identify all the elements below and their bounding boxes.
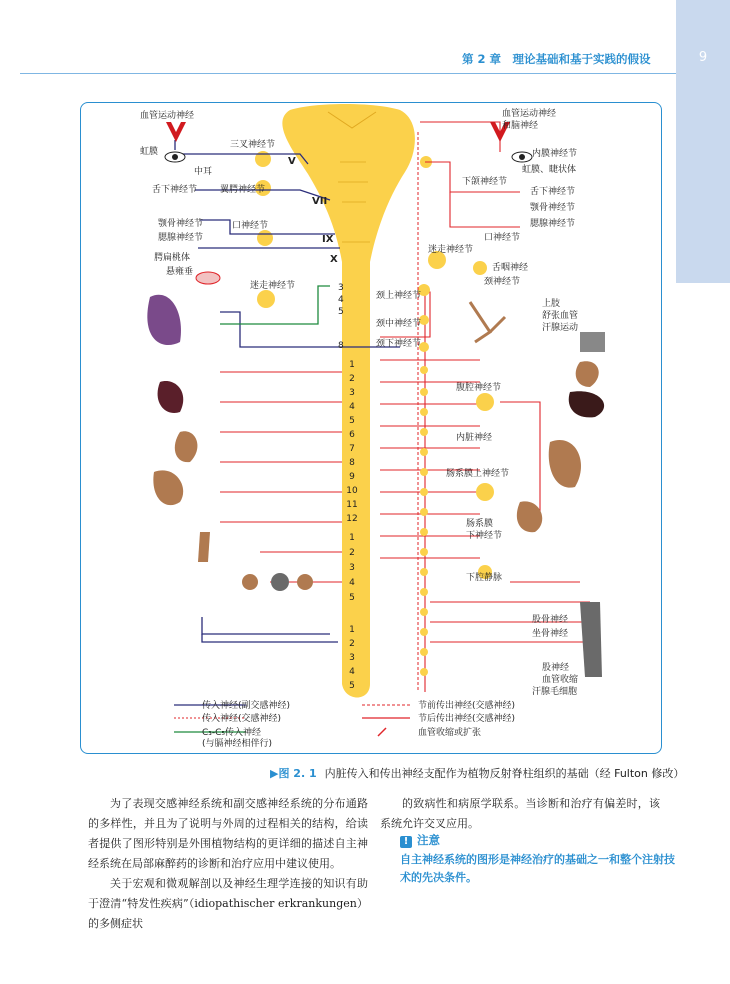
caption-label: ▶图 2. 1 (270, 767, 317, 780)
sympathetic-chain (418, 284, 494, 676)
legend-c3c5-1: C₃-C₅传入神经 (202, 728, 262, 738)
label-mandibular-ganglion: 下颌神经节 (462, 177, 508, 187)
label-lower-cervical: 颈下神经节 (376, 339, 422, 349)
segment-label: 4 (349, 667, 355, 677)
legend (174, 699, 515, 749)
label-upper-limb-1: 上肢 (542, 299, 561, 309)
segment-label: 8 (338, 341, 344, 351)
legend-afferent-symp: 传入神经(交感神经) (202, 714, 282, 724)
legend-afferent-para: 传入神经(副交感神经) (202, 701, 291, 711)
label-submandibular-r: 颚骨神经节 (530, 203, 576, 213)
segment-label: 5 (338, 307, 344, 317)
label-upper-limb-2: 舒张血管 (542, 311, 579, 321)
label-inf-mesenteric-2: 下神经节 (466, 531, 503, 541)
label-sub-3: 汗腺毛细胞 (532, 687, 578, 697)
cn-label: IX (322, 234, 334, 245)
segment-label: 8 (349, 458, 355, 468)
paragraph: 关于宏观和微观解剖以及神经生理学连接的知识有助于澄清“特发性疾病”（idiopathischer erkrankungen）的多侧症状 (88, 877, 368, 930)
spinal-cord (282, 104, 415, 698)
segment-label: 1 (349, 625, 355, 635)
label-upper-limb-3: 汗腺运动 (542, 323, 579, 333)
segment-label: 3 (338, 283, 344, 293)
label-parotid-r: 腮腺神经节 (530, 219, 576, 229)
segment-label: 1 (349, 360, 355, 370)
label-iris: 虹膜 (140, 147, 159, 157)
paragraph: 为了表现交感神经系统和副交感神经系统的分布通路的多样性，并且为了说明与外周的过程相关的结构，给读者提供了图形特别是外围植物结构的更详细的描述自主神经系统在局部麻醉药的诊断和治疗应用中建议使用。 (88, 797, 368, 870)
label-vascular-motor: 血管运动神经 (140, 111, 195, 121)
segment-label: 10 (346, 486, 358, 496)
warning-icon: ! (400, 836, 412, 848)
label-tonsil: 腭扁桃体 (154, 253, 191, 263)
sacral-segment-labels (349, 625, 355, 691)
segment-label: 9 (349, 472, 355, 482)
cn-label: X (330, 254, 338, 265)
segment-label: 6 (349, 430, 355, 440)
page-number: 9 (698, 50, 708, 65)
note-text: 自主神经系统的图形是神经治疗的基础之一和整个注射技术的先决条件。 (400, 853, 675, 884)
label-parotid: 腮腺神经节 (158, 233, 204, 243)
segment-label: 5 (349, 593, 355, 603)
label-uvula: 悬雍垂 (166, 267, 194, 277)
label-trigeminal-ganglion: 三叉神经节 (230, 140, 276, 150)
label-jugular: 颈神经节 (484, 277, 521, 287)
label-inf-mesenteric-1: 肠系膜 (466, 519, 494, 529)
segment-label: 3 (349, 563, 355, 573)
segment-label: 5 (349, 681, 355, 691)
segment-label: 4 (349, 578, 355, 588)
label-sub-2: 血管收缩 (542, 675, 579, 685)
cn-label: V (288, 156, 296, 167)
legend-preganglionic: 节前传出神经(交感神经) (418, 701, 516, 711)
segment-label: 12 (346, 514, 358, 524)
label-femoral: 股骨神经 (532, 615, 569, 625)
page-tab (676, 0, 730, 283)
label-pterygopalatine: 翼腭神经节 (220, 185, 266, 195)
segment-label: 4 (349, 402, 355, 412)
segment-label: 3 (349, 653, 355, 663)
label-celiac: 腹腔神经节 (456, 383, 502, 393)
label-ivc: 下腔静脉 (466, 573, 503, 583)
label-vagus-ganglion: 迷走神经节 (250, 281, 296, 291)
label-sup-mesenteric: 肠系膜上神经节 (446, 469, 510, 479)
label-splanchnic: 内脏神经 (456, 433, 493, 443)
note-heading (400, 832, 440, 848)
figure-caption (270, 765, 684, 781)
legend-postganglionic: 节后传出神经(交感神经) (418, 714, 516, 724)
header-rule (20, 73, 676, 74)
segment-label: 2 (349, 639, 355, 649)
segment-label: 2 (349, 374, 355, 384)
label-otic-r: 口神经节 (484, 233, 521, 243)
label-ciliary-ganglion: 内膜神经节 (532, 149, 578, 159)
label-submandibular: 颚骨神经节 (158, 219, 204, 229)
note-title: 注意 (417, 833, 440, 847)
label-middle-cervical: 颈中神经节 (376, 319, 422, 329)
segment-label: 5 (349, 416, 355, 426)
label-iris-ciliary: 虹膜、睫状体 (522, 165, 577, 175)
segment-label: 1 (349, 533, 355, 543)
paragraph: 的致病性和病原学联系。当诊断和治疗有偏差时，该系统允许交叉应用。 (380, 797, 660, 830)
label-otic-ganglion: 口神经节 (232, 221, 269, 231)
label-sublingual-r: 舌下神经节 (530, 187, 576, 197)
chapter-title: 第 2 章 理论基础和基于实践的假设 (462, 52, 651, 66)
segment-label: 3 (349, 388, 355, 398)
label-vagus-r: 迷走神经节 (428, 245, 474, 255)
label-sciatic: 坐骨神经 (532, 629, 569, 639)
autonomic-nervous-system-diagram (80, 102, 660, 752)
body-right-column (380, 794, 660, 834)
label-upper-cervical: 颈上神经节 (376, 291, 422, 301)
label-middle-ear: 中耳 (194, 167, 213, 177)
cn-label: VII (312, 196, 328, 207)
label-and-brain: 和脑神经 (502, 121, 539, 131)
segment-label: 4 (338, 295, 344, 305)
label-sub-1: 股神经 (542, 663, 570, 673)
label-pharynx-ganglion: 舌咽神经 (492, 263, 529, 273)
c3-c5-afferent-lines (220, 286, 330, 324)
body-left-column (88, 794, 368, 934)
segment-label: 7 (349, 444, 355, 454)
label-sublingual: 舌下神经节 (152, 185, 198, 195)
segment-label: 2 (349, 548, 355, 558)
legend-vasomotor: 血管收缩或扩张 (418, 728, 482, 738)
label-vascular-motor-brain: 血管运动神经 (502, 109, 557, 119)
legend-c3c5-2: (与膈神经相伴行) (202, 739, 273, 749)
caption-text: 内脏传入和传出神经支配作为植物反射脊柱组织的基础（经 Fulton 修改） (324, 767, 685, 780)
segment-label: 11 (346, 500, 358, 510)
